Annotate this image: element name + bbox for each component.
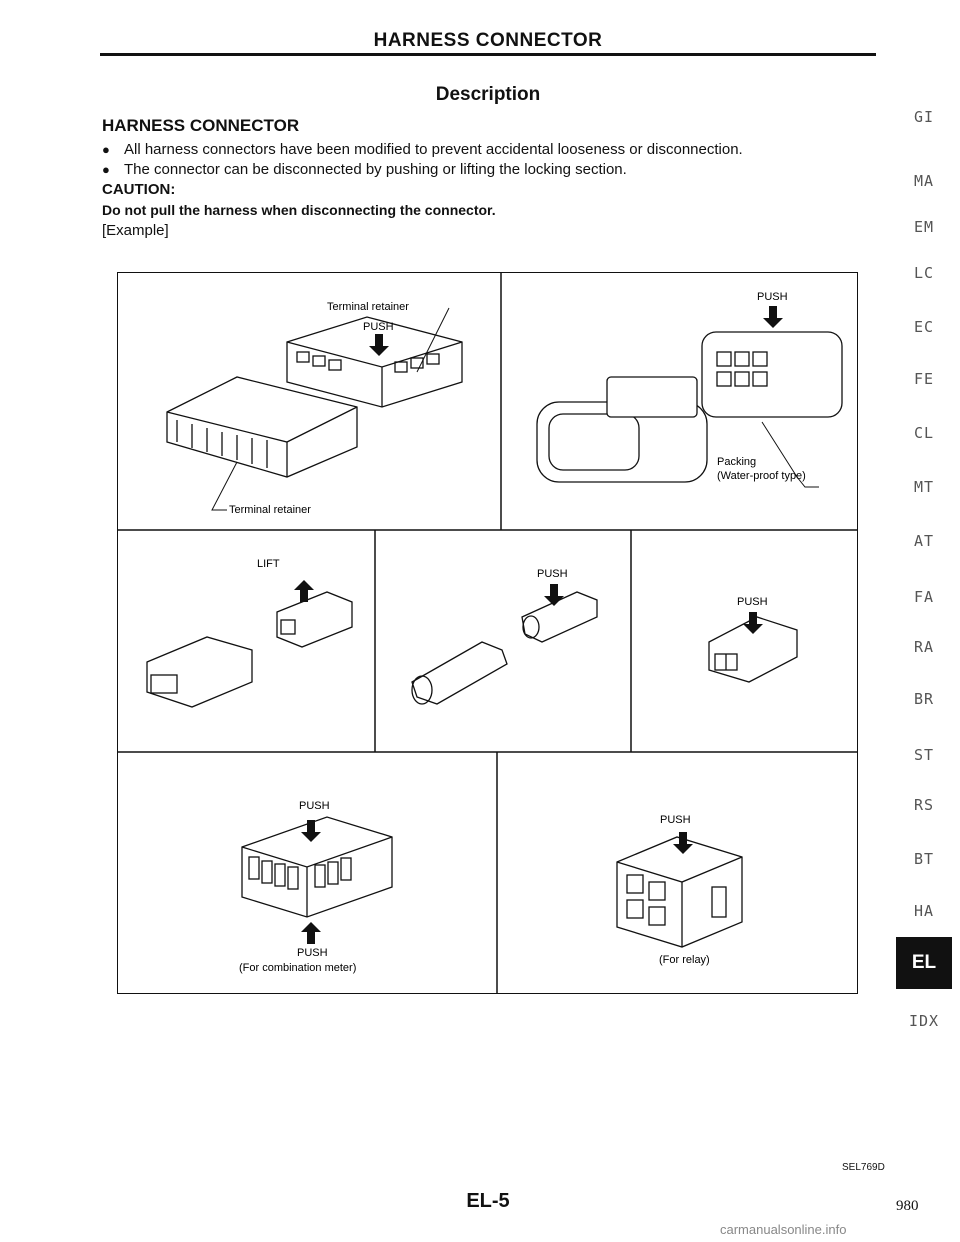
push-label: PUSH xyxy=(299,800,330,812)
bullet-text: The connector can be disconnected by pushing or lifting the locking section. xyxy=(124,161,627,178)
push-label: PUSH xyxy=(363,321,394,333)
page-number: 980 xyxy=(896,1198,919,1214)
packing-label: Packing xyxy=(717,456,757,468)
watermark: carmanualsonline.info xyxy=(720,1222,847,1237)
header-rule xyxy=(100,53,876,56)
push-label: PUSH xyxy=(757,291,788,303)
push-label: PUSH xyxy=(737,596,768,608)
tab-mt[interactable]: MT xyxy=(913,478,935,496)
tab-fe[interactable]: FE xyxy=(913,370,935,388)
page-heading: Description xyxy=(435,84,541,105)
caution-label: CAUTION: xyxy=(102,181,176,198)
push-arrow-icon xyxy=(301,922,321,944)
connector-illustration-1 xyxy=(167,317,462,477)
bullet-icon: ● xyxy=(102,162,110,177)
figure-code: SEL769D xyxy=(842,1162,885,1173)
connector-illustration-4 xyxy=(412,592,597,704)
tab-ra[interactable]: RA xyxy=(913,638,935,656)
tab-at[interactable]: AT xyxy=(913,532,935,550)
example-label: [Example] xyxy=(102,222,169,239)
combination-meter-label: (For combination meter) xyxy=(239,962,357,974)
header-title: HARNESS CONNECTOR xyxy=(373,30,603,51)
page-label: EL-5 xyxy=(466,1190,510,1212)
push-arrow-icon xyxy=(763,306,783,328)
tab-lc[interactable]: LC xyxy=(913,264,935,282)
connector-diagram xyxy=(117,272,858,994)
tab-ha[interactable]: HA xyxy=(913,902,935,920)
tab-st[interactable]: ST xyxy=(913,746,935,764)
bullet-item xyxy=(102,141,743,158)
section-heading: HARNESS CONNECTOR xyxy=(102,116,300,135)
bullet-icon: ● xyxy=(102,142,110,157)
tab-cl[interactable]: CL xyxy=(913,424,935,442)
lift-label: LIFT xyxy=(257,558,280,570)
caution-text: Do not pull the harness when disconnecting the connector. xyxy=(102,202,496,218)
push-label: PUSH xyxy=(660,814,691,826)
tab-el[interactable]: EL xyxy=(896,937,952,989)
bullet-text: All harness connectors have been modified to prevent accidental looseness or disconnection. xyxy=(124,141,743,158)
terminal-retainer-bottom-label: Terminal retainer xyxy=(229,504,311,516)
push-label: PUSH xyxy=(297,947,328,959)
connector-illustration-2 xyxy=(537,332,842,482)
bullet-item xyxy=(102,161,627,178)
tab-rs[interactable]: RS xyxy=(913,796,935,814)
tab-em[interactable]: EM xyxy=(913,218,935,236)
terminal-retainer-top-label: Terminal retainer xyxy=(327,301,409,313)
for-relay-label: (For relay) xyxy=(659,954,710,966)
tab-br[interactable]: BR xyxy=(913,690,935,708)
tab-fa[interactable]: FA xyxy=(913,588,935,606)
connector-illustration-3 xyxy=(147,592,352,707)
push-label: PUSH xyxy=(537,568,568,580)
tab-ma[interactable]: MA xyxy=(913,172,935,190)
tab-bt[interactable]: BT xyxy=(913,850,935,868)
tab-gi[interactable]: GI xyxy=(913,108,935,126)
tab-ec[interactable]: EC xyxy=(913,318,935,336)
tab-idx[interactable]: IDX xyxy=(908,1012,940,1030)
connector-illustration-7 xyxy=(617,837,742,947)
water-proof-label: (Water-proof type) xyxy=(717,470,806,482)
